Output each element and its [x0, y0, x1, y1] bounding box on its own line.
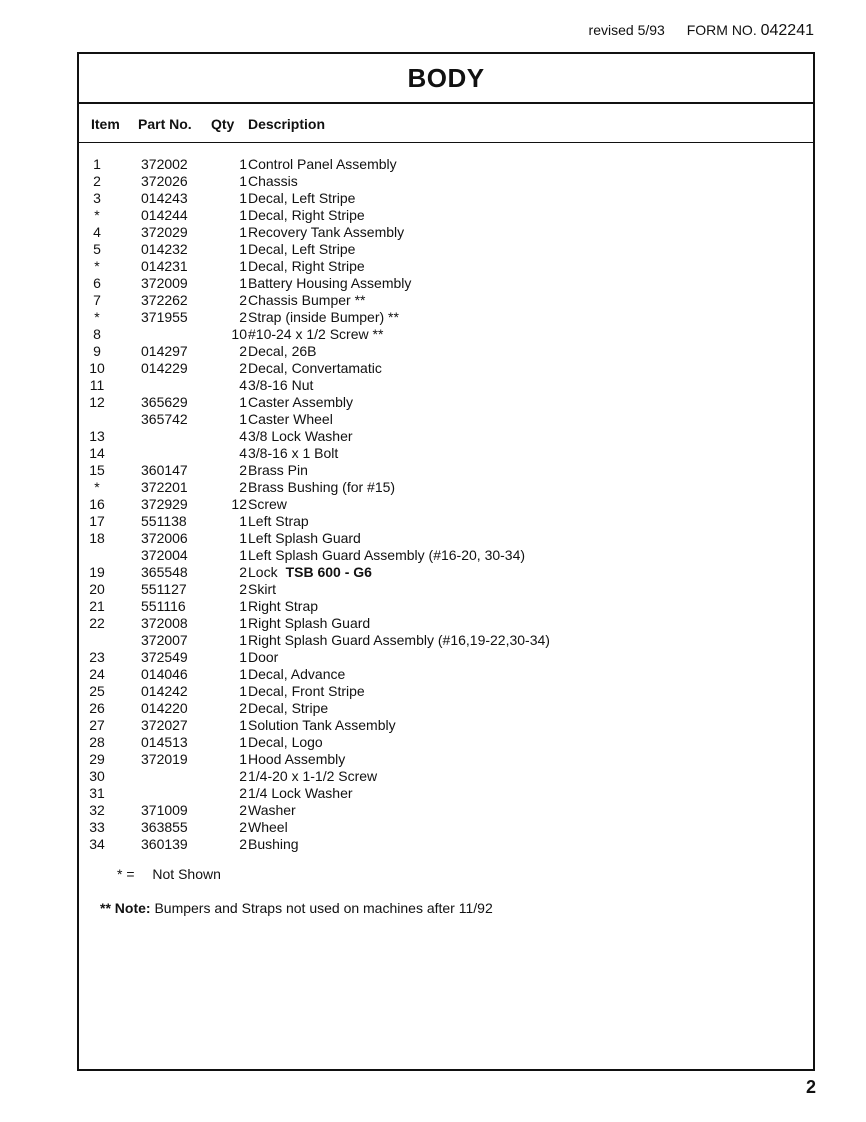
- qty-cell: 1: [239, 241, 247, 257]
- description-cell: Decal, Left Stripe: [248, 241, 356, 257]
- part-no-cell: 372929: [141, 496, 188, 512]
- item-cell: 3: [93, 190, 101, 206]
- item-cell: 30: [89, 768, 105, 784]
- qty-cell: 1: [239, 717, 247, 733]
- qty-cell: 1: [239, 530, 247, 546]
- part-no-cell: 372549: [141, 649, 188, 665]
- part-no-cell: 014231: [141, 258, 188, 274]
- table-row: [79, 632, 813, 649]
- description-cell: Chassis: [248, 173, 298, 189]
- item-cell: 12: [89, 394, 105, 410]
- part-no-cell: 372009: [141, 275, 188, 291]
- description-cell: Caster Wheel: [248, 411, 333, 427]
- item-cell: 32: [89, 802, 105, 818]
- item-cell: *: [94, 309, 100, 325]
- table-row: [79, 819, 813, 836]
- table-row: [79, 326, 813, 343]
- qty-cell: 1: [239, 411, 247, 427]
- qty-cell: 2: [239, 836, 247, 852]
- description-cell: Brass Bushing (for #15): [248, 479, 396, 495]
- description-cell: [248, 564, 372, 581]
- column-header-qty: Qty: [211, 116, 235, 132]
- qty-cell: 1: [239, 632, 247, 648]
- table-row: [79, 173, 813, 190]
- qty-cell: 2: [239, 360, 247, 376]
- item-cell: *: [94, 258, 100, 274]
- description-cell: Wheel: [248, 819, 288, 835]
- qty-cell: 2: [239, 462, 247, 478]
- item-cell: 28: [89, 734, 105, 750]
- description-cell: Right Splash Guard: [248, 615, 371, 631]
- qty-cell: 1: [239, 190, 247, 206]
- form-number: 042241: [760, 22, 814, 39]
- qty-cell: 4: [239, 428, 247, 444]
- qty-cell: 4: [239, 445, 247, 461]
- table-row: [79, 666, 813, 683]
- table-row: [79, 241, 813, 258]
- qty-cell: 1: [239, 173, 247, 189]
- parts-table-body: [79, 156, 813, 853]
- description-cell: Decal, Logo: [248, 734, 323, 750]
- part-no-cell: 014242: [141, 683, 188, 699]
- description-cell: Decal, Front Stripe: [248, 683, 365, 699]
- column-header-row: [79, 104, 813, 143]
- description-cell: Door: [248, 649, 279, 665]
- item-cell: 11: [89, 377, 105, 393]
- table-row: [79, 513, 813, 530]
- qty-cell: 1: [239, 734, 247, 750]
- table-row: [79, 190, 813, 207]
- table-row: [79, 343, 813, 360]
- part-no-cell: 372002: [141, 156, 188, 172]
- table-row: [79, 734, 813, 751]
- description-cell: Skirt: [248, 581, 276, 597]
- part-no-cell: 372004: [141, 547, 188, 563]
- part-no-cell: 014244: [141, 207, 188, 223]
- item-cell: 16: [89, 496, 105, 512]
- table-row: [79, 530, 813, 547]
- description-model: TSB 600 - G6: [285, 564, 372, 580]
- column-header-part-no: Part No.: [138, 116, 192, 132]
- part-no-cell: 014232: [141, 241, 188, 257]
- qty-cell: 1: [239, 598, 247, 614]
- description-cell: Decal, Left Stripe: [248, 190, 356, 206]
- form-header: [589, 22, 814, 40]
- legend: [117, 866, 221, 882]
- revised-date: revised 5/93: [588, 22, 665, 38]
- qty-cell: 1: [239, 615, 247, 631]
- item-cell: 7: [93, 292, 101, 308]
- qty-cell: 1: [239, 751, 247, 767]
- description-cell: Bushing: [248, 836, 299, 852]
- description-cell: Recovery Tank Assembly: [248, 224, 405, 240]
- description-cell: 1/4 Lock Washer: [248, 785, 353, 801]
- table-row: [79, 377, 813, 394]
- description-cell: Left Splash Guard: [248, 530, 361, 546]
- item-cell: 1: [93, 156, 101, 172]
- table-row: [79, 479, 813, 496]
- part-no-cell: 372029: [141, 224, 188, 240]
- part-no-cell: 372201: [141, 479, 188, 495]
- description-cell: Caster Assembly: [248, 394, 354, 410]
- table-row: [79, 717, 813, 734]
- description-cell: Left Splash Guard Assembly (#16-20, 30-34): [248, 547, 526, 563]
- table-row: [79, 802, 813, 819]
- part-no-cell: 372006: [141, 530, 188, 546]
- item-cell: 15: [89, 462, 105, 478]
- item-cell: 2: [93, 173, 101, 189]
- qty-cell: 12: [231, 496, 247, 512]
- qty-cell: 2: [239, 581, 247, 597]
- table-row: [79, 496, 813, 513]
- qty-cell: 10: [231, 326, 247, 342]
- item-cell: 33: [89, 819, 105, 835]
- qty-cell: 1: [239, 513, 247, 529]
- qty-cell: 2: [239, 700, 247, 716]
- part-no-cell: 014243: [141, 190, 188, 206]
- part-no-cell: 371955: [141, 309, 188, 325]
- qty-cell: 1: [239, 224, 247, 240]
- footnote-text: Bumpers and Straps not used on machines after 11/92: [154, 900, 493, 916]
- column-header-description: Description: [248, 116, 326, 132]
- part-no-cell: 551138: [141, 513, 187, 529]
- legend-symbol: * =: [117, 866, 135, 882]
- qty-cell: 1: [239, 156, 247, 172]
- item-cell: 34: [89, 836, 105, 852]
- table-row: [79, 462, 813, 479]
- item-cell: 24: [89, 666, 105, 682]
- item-cell: 5: [93, 241, 101, 257]
- part-no-cell: 372008: [141, 615, 188, 631]
- item-cell: 26: [89, 700, 105, 716]
- table-row: [79, 598, 813, 615]
- description-cell: 3/8-16 x 1 Bolt: [248, 445, 339, 461]
- description-cell: Washer: [248, 802, 296, 818]
- part-no-cell: 372262: [141, 292, 188, 308]
- form-label: FORM NO.: [686, 22, 757, 38]
- part-no-cell: 365742: [141, 411, 188, 427]
- table-row: [79, 360, 813, 377]
- qty-cell: 1: [239, 666, 247, 682]
- part-no-cell: 363855: [141, 819, 188, 835]
- description-cell: Chassis Bumper **: [248, 292, 366, 308]
- description-cell: Strap (inside Bumper) **: [248, 309, 399, 325]
- description-cell: Decal, Right Stripe: [248, 258, 365, 274]
- description-cell: Brass Pin: [248, 462, 308, 478]
- description-cell: 3/8-16 Nut: [248, 377, 314, 393]
- description-cell: Right Strap: [248, 598, 319, 614]
- table-row: [79, 207, 813, 224]
- item-cell: 14: [89, 445, 105, 461]
- description-cell: 1/4-20 x 1-1/2 Screw: [248, 768, 378, 784]
- part-no-cell: 372019: [141, 751, 188, 767]
- item-cell: 21: [89, 598, 105, 614]
- qty-cell: 1: [239, 275, 247, 291]
- table-row: [79, 394, 813, 411]
- table-row: [79, 156, 813, 173]
- item-cell: 4: [93, 224, 101, 240]
- part-no-cell: 360139: [141, 836, 188, 852]
- qty-cell: 2: [239, 292, 247, 308]
- description-cell: Hood Assembly: [248, 751, 346, 767]
- part-no-cell: 372027: [141, 717, 188, 733]
- page-number: 2: [805, 1077, 816, 1097]
- table-row: [79, 581, 813, 598]
- table-row: [79, 275, 813, 292]
- table-row: [79, 547, 813, 564]
- table-row: [79, 411, 813, 428]
- part-no-cell: 371009: [141, 802, 188, 818]
- description-cell: 3/8 Lock Washer: [248, 428, 353, 444]
- table-row: [79, 785, 813, 802]
- item-cell: 27: [89, 717, 105, 733]
- part-no-cell: 551127: [141, 581, 187, 597]
- qty-cell: 2: [239, 785, 247, 801]
- table-row: [79, 700, 813, 717]
- item-cell: 22: [89, 615, 105, 631]
- qty-cell: 1: [239, 207, 247, 223]
- item-cell: 23: [89, 649, 105, 665]
- page-title: BODY: [79, 54, 813, 104]
- table-row: [79, 768, 813, 785]
- item-cell: 19: [89, 564, 105, 580]
- item-cell: 10: [89, 360, 105, 376]
- table-row: [79, 564, 813, 581]
- description-cell: Right Splash Guard Assembly (#16,19-22,30-34): [248, 632, 550, 648]
- table-row: [79, 649, 813, 666]
- qty-cell: 1: [239, 258, 247, 274]
- item-cell: *: [94, 479, 100, 495]
- description-cell: Decal, Stripe: [248, 700, 329, 716]
- item-cell: 31: [89, 785, 105, 801]
- qty-cell: 2: [239, 819, 247, 835]
- item-cell: *: [94, 207, 100, 223]
- description-cell: Control Panel Assembly: [248, 156, 397, 172]
- table-row: [79, 615, 813, 632]
- part-no-cell: 365629: [141, 394, 188, 410]
- item-cell: 8: [93, 326, 101, 342]
- part-no-cell: 014297: [141, 343, 188, 359]
- table-row: [79, 445, 813, 462]
- description-cell: Battery Housing Assembly: [248, 275, 412, 291]
- table-row: [79, 309, 813, 326]
- qty-cell: 2: [239, 309, 247, 325]
- part-no-cell: 365548: [141, 564, 188, 580]
- description-cell: Decal, 26B: [248, 343, 317, 359]
- description-cell: Screw: [248, 496, 287, 512]
- item-cell: 18: [89, 530, 105, 546]
- item-cell: 6: [93, 275, 101, 291]
- item-cell: 17: [89, 513, 105, 529]
- parts-list-frame: [77, 52, 815, 1071]
- description-cell: Solution Tank Assembly: [248, 717, 396, 733]
- item-cell: 25: [89, 683, 105, 699]
- table-row: [79, 683, 813, 700]
- qty-cell: 2: [239, 768, 247, 784]
- table-row: [79, 751, 813, 768]
- table-row: [79, 428, 813, 445]
- legend-text: Not Shown: [152, 866, 221, 882]
- description-cell: Decal, Convertamatic: [248, 360, 382, 376]
- description-cell: Decal, Right Stripe: [248, 207, 365, 223]
- description-text: Lock: [248, 564, 278, 580]
- item-cell: 9: [93, 343, 101, 359]
- item-cell: 13: [89, 428, 105, 444]
- part-no-cell: 014046: [141, 666, 188, 682]
- footnote: [100, 900, 493, 916]
- part-no-cell: 014220: [141, 700, 188, 716]
- description-cell: #10-24 x 1/2 Screw **: [248, 326, 384, 342]
- part-no-cell: 372007: [141, 632, 188, 648]
- footnote-prefix: ** Note:: [100, 900, 151, 916]
- description-cell: Decal, Advance: [248, 666, 346, 682]
- qty-cell: 4: [239, 377, 247, 393]
- qty-cell: 1: [239, 394, 247, 410]
- column-header-item: Item: [91, 116, 120, 132]
- qty-cell: 2: [239, 564, 247, 580]
- part-no-cell: 372026: [141, 173, 188, 189]
- description-cell: Left Strap: [248, 513, 309, 529]
- part-no-cell: 360147: [141, 462, 188, 478]
- table-row: [79, 836, 813, 853]
- part-no-cell: 551116: [141, 598, 186, 614]
- item-cell: 20: [89, 581, 105, 597]
- table-row: [79, 258, 813, 275]
- qty-cell: 1: [239, 683, 247, 699]
- qty-cell: 2: [239, 802, 247, 818]
- table-row: [79, 292, 813, 309]
- table-row: [79, 224, 813, 241]
- qty-cell: 1: [239, 547, 247, 563]
- qty-cell: 1: [239, 649, 247, 665]
- qty-cell: 2: [239, 343, 247, 359]
- qty-cell: 2: [239, 479, 247, 495]
- part-no-cell: 014229: [141, 360, 188, 376]
- part-no-cell: 014513: [141, 734, 188, 750]
- item-cell: 29: [89, 751, 105, 767]
